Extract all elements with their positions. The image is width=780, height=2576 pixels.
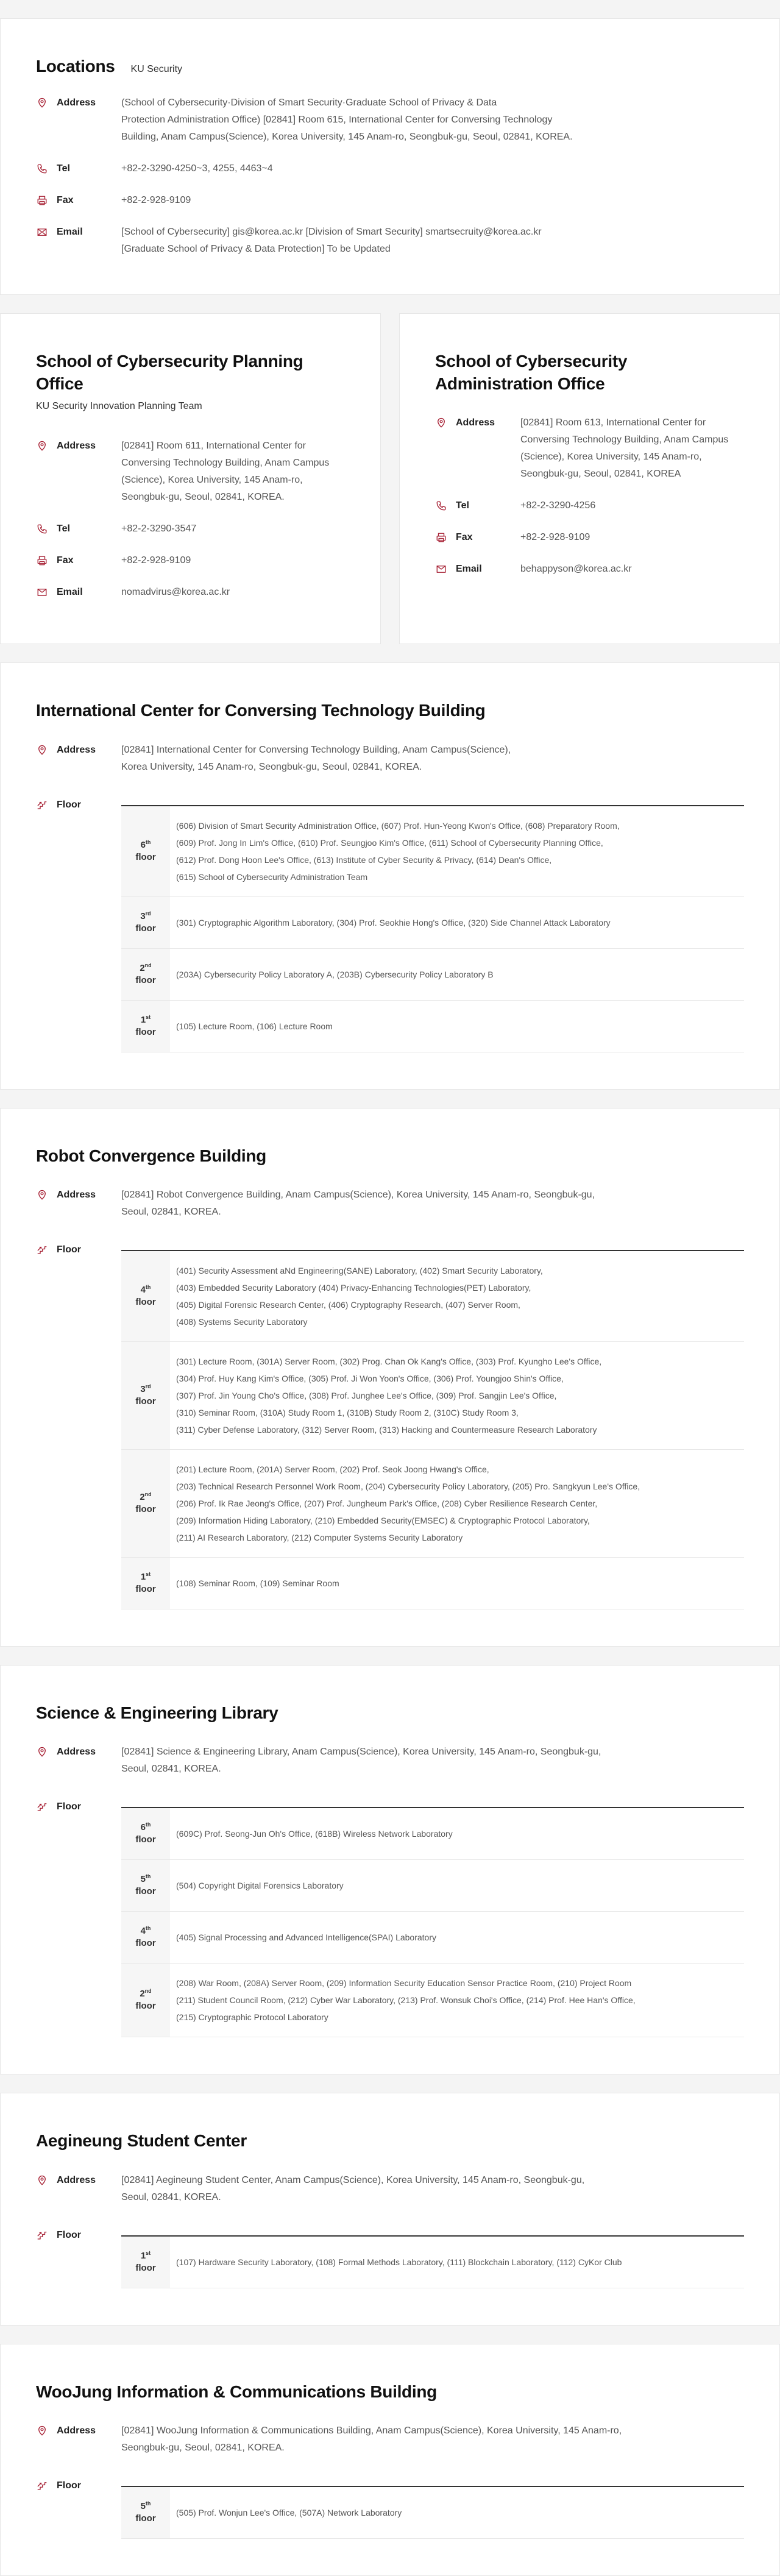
address-line: [02841] Robot Convergence Building, Anam Campus(Science), Korea University, 145 Anam-ro, Seongbuk-gu, bbox=[121, 1189, 595, 1200]
floor-num: 3 bbox=[140, 1383, 146, 1394]
floor-num: 4 bbox=[140, 1926, 146, 1937]
address-row bbox=[435, 414, 744, 483]
stairs-icon bbox=[36, 2480, 48, 2492]
floor-rooms bbox=[170, 806, 620, 896]
floor-word: floor bbox=[135, 1396, 156, 1407]
floor-label: Floor bbox=[57, 2229, 81, 2240]
floor-number bbox=[121, 1558, 170, 1609]
email-label: Email bbox=[57, 227, 83, 238]
room-line: (301) Cryptographic Algorithm Laboratory, (304) Prof. Seokhie Hong's Office, (320) Side Channel Attack Laboratory bbox=[176, 917, 611, 928]
address-line: [02841] Room 611, International Center for bbox=[121, 441, 306, 452]
floor-word: floor bbox=[135, 851, 156, 862]
tel-row bbox=[36, 520, 345, 538]
address-row bbox=[36, 2172, 744, 2206]
address-value bbox=[121, 1187, 744, 1221]
map-pin-icon bbox=[36, 2174, 48, 2187]
floor-number bbox=[121, 2487, 170, 2538]
stairs-icon bbox=[36, 1244, 48, 1256]
floor-word: floor bbox=[135, 2001, 156, 2012]
room-line: (606) Division of Smart Security Administration Office, (607) Prof. Hun-Yeong Kwon's Office, (608) Preparatory Room, bbox=[176, 820, 620, 831]
floor-table-row bbox=[121, 2237, 744, 2288]
address-line: Seoul, 02841, KOREA. bbox=[121, 2191, 221, 2202]
room-line: (304) Prof. Huy Kang Kim's Office, (305) Prof. Ji Won Yoon's Office, (306) Prof. Youngjoo Shin's Office, bbox=[176, 1373, 564, 1383]
phone-icon bbox=[435, 500, 447, 512]
room-line: (505) Prof. Wonjun Lee's Office, (507A) Network Laboratory bbox=[176, 2508, 402, 2518]
address-line: (School of Cybersecurity·Division of Smart Security·Graduate School of Privacy & Data bbox=[121, 98, 497, 108]
room-line: (206) Prof. Ik Rae Jeong's Office, (207) Prof. Jungheum Park's Office, (208) Cyber Resilience Research Center, bbox=[176, 1498, 598, 1508]
address-line: Conversing Technology Building, Anam Campus bbox=[520, 435, 729, 445]
fax-row bbox=[36, 192, 744, 209]
page-subtitle: KU Security bbox=[130, 64, 183, 74]
room-line: (612) Prof. Dong Hoon Lee's Office, (613) Institute of Cyber Security & Privacy, (614) Dean's Office, bbox=[176, 854, 552, 865]
admin-office-title bbox=[435, 350, 744, 395]
floor-ordinal: rd bbox=[145, 910, 151, 917]
admin-office-title-line: School of Cybersecurity bbox=[435, 352, 628, 371]
email-row bbox=[36, 584, 345, 601]
fax-value: +82-2-928-9109 bbox=[121, 555, 191, 566]
fax-row bbox=[36, 552, 345, 569]
address-value bbox=[121, 94, 744, 146]
room-line: (301) Lecture Room, (301A) Server Room, (302) Prog. Chan Ok Kang's Office, (303) Prof. Kyungho Lee's Office, bbox=[176, 1356, 602, 1366]
address-line: (Science), Korea University, 145 Anam-ro, bbox=[520, 452, 702, 463]
building-title: WooJung Information & Communications Building bbox=[36, 2382, 437, 2401]
floor-rooms bbox=[170, 1342, 601, 1449]
floor-rooms bbox=[170, 1558, 339, 1609]
floor-row bbox=[36, 2227, 744, 2288]
floor-table bbox=[121, 805, 744, 1052]
stairs-icon bbox=[36, 799, 48, 811]
address-line: Conversing Technology Building, Anam Campus bbox=[121, 458, 330, 469]
floor-word: floor bbox=[135, 1026, 156, 1037]
floor-num: 5 bbox=[140, 2501, 146, 2512]
email-row bbox=[435, 561, 744, 578]
floor-ordinal: nd bbox=[144, 1491, 152, 1497]
room-line: (307) Prof. Jin Young Cho's Office, (308) Prof. Junghee Lee's Office, (309) Prof. Sangjin Lee's Office, bbox=[176, 1390, 557, 1400]
address-label: Address bbox=[57, 2425, 96, 2436]
floor-table-row bbox=[121, 1342, 744, 1450]
building-title: Aegineung Student Center bbox=[36, 2131, 247, 2151]
building-card bbox=[0, 2344, 780, 2576]
fax-icon bbox=[435, 531, 447, 544]
tel-row bbox=[36, 160, 744, 177]
floor-rooms bbox=[170, 1964, 636, 2037]
fax-row bbox=[435, 529, 744, 546]
floor-number bbox=[121, 1450, 170, 1557]
address-value bbox=[121, 2172, 744, 2206]
building-card bbox=[0, 1665, 780, 2074]
room-line: (403) Embedded Security Laboratory (404) Privacy-Enhancing Technologies(PET) Laboratory, bbox=[176, 1282, 531, 1293]
floor-ordinal: rd bbox=[145, 1383, 151, 1389]
floor-table-row bbox=[121, 897, 744, 949]
floor-rooms bbox=[170, 1251, 543, 1341]
stairs-icon bbox=[36, 1801, 48, 1813]
floor-table bbox=[121, 1250, 744, 1609]
room-line: (609) Prof. Jong In Lim's Office, (610) Prof. Seungjoo Kim's Office, (611) School of Cybersecurity Planning Office, bbox=[176, 837, 603, 848]
floor-number bbox=[121, 1342, 170, 1449]
floor-number bbox=[121, 1964, 170, 2037]
fax-icon bbox=[36, 194, 48, 207]
address-row bbox=[36, 1187, 744, 1221]
address-row bbox=[36, 438, 345, 506]
floor-word: floor bbox=[135, 1834, 156, 1845]
address-line: Korea University, 145 Anam-ro, Seongbuk-gu, Seoul, 02841, KOREA. bbox=[121, 761, 422, 772]
floor-label: Floor bbox=[57, 799, 81, 810]
floor-num: 1 bbox=[140, 1571, 146, 1582]
address-line: Seoul, 02841, KOREA. bbox=[121, 1764, 221, 1775]
floor-word: floor bbox=[135, 2262, 156, 2273]
room-line: (203) Technical Research Personnel Work Room, (204) Cybersecurity Policy Laboratory, (205) Pro. Sangkyun Lee's Office, bbox=[176, 1481, 640, 1491]
floor-ordinal: th bbox=[145, 839, 151, 845]
floor-rooms bbox=[170, 897, 611, 948]
building-card bbox=[0, 662, 780, 1089]
floor-table bbox=[121, 2486, 744, 2539]
address-line: [02841] Aegineung Student Center, Anam Campus(Science), Korea University, 145 Anam-ro, Seongbuk-gu, bbox=[121, 2174, 585, 2185]
map-pin-icon bbox=[36, 97, 48, 109]
building-card bbox=[0, 1108, 780, 1647]
map-pin-icon bbox=[36, 1189, 48, 1201]
room-line: (203A) Cybersecurity Policy Laboratory A, (203B) Cybersecurity Policy Laboratory B bbox=[176, 969, 494, 979]
floor-ordinal: st bbox=[146, 1570, 151, 1577]
floor-row bbox=[36, 2477, 744, 2539]
floor-word: floor bbox=[135, 2513, 156, 2524]
floor-number bbox=[121, 2237, 170, 2288]
email-line: [Graduate School of Privacy & Data Protection] To be Updated bbox=[121, 244, 391, 255]
room-line: (504) Copyright Digital Forensics Laboratory bbox=[176, 1881, 344, 1891]
floor-table-row bbox=[121, 1860, 744, 1912]
address-label: Address bbox=[57, 2174, 96, 2185]
floor-ordinal: th bbox=[145, 1283, 151, 1290]
floor-rooms bbox=[170, 2487, 402, 2538]
floor-table-row bbox=[121, 2487, 744, 2539]
planning-office-title: School of Cybersecurity Planning Office bbox=[36, 352, 303, 393]
floor-table-row bbox=[121, 1912, 744, 1964]
floor-table-row bbox=[121, 949, 744, 1001]
tel-row bbox=[435, 497, 744, 514]
fax-value: +82-2-928-9109 bbox=[520, 532, 590, 543]
admin-office-title-line: Administration Office bbox=[435, 374, 605, 393]
stairs-icon bbox=[36, 2229, 48, 2241]
floor-num: 1 bbox=[140, 2250, 146, 2261]
room-line: (405) Digital Forensic Research Center, (406) Cryptography Research, (407) Server Room, bbox=[176, 1299, 520, 1310]
floor-number bbox=[121, 1001, 170, 1052]
floor-rooms bbox=[170, 949, 494, 1000]
floor-ordinal: th bbox=[145, 1873, 151, 1880]
fax-icon bbox=[36, 555, 48, 567]
address-label: Address bbox=[57, 1189, 96, 1200]
floor-number bbox=[121, 1808, 170, 1859]
floor-num: 4 bbox=[140, 1284, 146, 1295]
address-line: [02841] International Center for Conversing Technology Building, Anam Campus(Science), bbox=[121, 744, 511, 755]
floor-num: 6 bbox=[140, 1822, 146, 1833]
address-line: Seongbuk-gu, Seoul, 02841, KOREA bbox=[520, 469, 681, 480]
room-line: (311) Cyber Defense Laboratory, (312) Server Room, (313) Hacking and Countermeasure Research Laboratory bbox=[176, 1424, 597, 1435]
address-row bbox=[36, 94, 744, 146]
email-value[interactable] bbox=[121, 224, 744, 258]
address-line: Protection Administration Office) [02841] Room 615, International Center for Conversing Technology bbox=[121, 115, 553, 126]
floor-num: 3 bbox=[140, 910, 146, 921]
address-value bbox=[121, 438, 345, 506]
admin-office-card bbox=[399, 313, 780, 644]
floor-table-row bbox=[121, 806, 744, 897]
page-title: Locations bbox=[36, 57, 115, 76]
room-line: (211) AI Research Laboratory, (212) Computer Systems Security Laboratory bbox=[176, 1532, 463, 1542]
map-pin-icon bbox=[36, 1746, 48, 1758]
tel-value[interactable]: +82-2-3290-4250~3, 4255, 4463~4 bbox=[121, 163, 273, 174]
floor-number bbox=[121, 949, 170, 1000]
floor-rooms bbox=[170, 1001, 333, 1052]
fax-label: Fax bbox=[57, 555, 74, 566]
tel-label: Tel bbox=[57, 523, 70, 534]
room-line: (408) Systems Security Laboratory bbox=[176, 1316, 308, 1327]
floor-num: 6 bbox=[140, 839, 146, 850]
floor-rooms bbox=[170, 1450, 640, 1557]
map-pin-icon bbox=[36, 744, 48, 756]
map-pin-icon bbox=[435, 417, 447, 429]
floor-row bbox=[36, 797, 744, 1052]
building-title: International Center for Conversing Technology Building bbox=[36, 701, 486, 720]
mail-icon bbox=[36, 586, 48, 598]
floor-num: 2 bbox=[140, 1491, 145, 1502]
floor-table-row bbox=[121, 1558, 744, 1609]
floor-rooms bbox=[170, 1860, 344, 1911]
floor-label: Floor bbox=[57, 2480, 81, 2491]
address-line: Building, Anam Campus(Science), Korea University, 145 Anam-ro, Seongbuk-gu, Seoul, 02841, KOREA. bbox=[121, 132, 573, 143]
phone-icon bbox=[36, 163, 48, 175]
floor-row bbox=[36, 1241, 744, 1609]
tel-label: Tel bbox=[456, 500, 469, 511]
floor-num: 2 bbox=[140, 962, 145, 973]
floor-table bbox=[121, 1807, 744, 2037]
map-pin-icon bbox=[36, 2425, 48, 2437]
email-line[interactable]: [School of Cybersecurity] gis@korea.ac.kr [Division of Smart Security] smartsecruity@korea.ac.kr bbox=[121, 227, 542, 238]
floor-table-row bbox=[121, 1001, 744, 1052]
floor-ordinal: th bbox=[145, 1925, 151, 1932]
room-line: (108) Seminar Room, (109) Seminar Room bbox=[176, 1578, 339, 1588]
address-label: Address bbox=[57, 441, 96, 452]
floor-word: floor bbox=[135, 1938, 156, 1949]
floor-ordinal: nd bbox=[144, 1988, 152, 1995]
address-row bbox=[36, 1744, 744, 1778]
floor-ordinal: th bbox=[145, 2500, 151, 2507]
email-value[interactable]: nomadvirus@korea.ac.kr bbox=[121, 587, 230, 598]
address-label: Address bbox=[456, 417, 495, 428]
address-line: Seongbuk-gu, Seoul, 02841, KOREA. bbox=[121, 2443, 285, 2454]
floor-table bbox=[121, 2235, 744, 2288]
phone-icon bbox=[36, 523, 48, 535]
fax-label: Fax bbox=[57, 195, 74, 206]
room-line: (208) War Room, (208A) Server Room, (209) Information Security Education Sensor Practice Room, (210) Project Room bbox=[176, 1978, 632, 1989]
tel-value[interactable]: +82-2-3290-4256 bbox=[520, 500, 596, 511]
floor-word: floor bbox=[135, 923, 156, 934]
floor-rooms bbox=[170, 2237, 622, 2288]
address-line: [02841] Science & Engineering Library, Anam Campus(Science), Korea University, 145 Anam-ro, Seongbuk-gu, bbox=[121, 1747, 601, 1758]
room-line: (615) School of Cybersecurity Administration Team bbox=[176, 871, 368, 882]
room-line: (401) Security Assessment aNd Engineering(SANE) Laboratory, (402) Smart Security Laboratory, bbox=[176, 1265, 543, 1276]
floor-word: floor bbox=[135, 1296, 156, 1307]
address-line: Seongbuk-gu, Seoul, 02841, KOREA. bbox=[121, 492, 285, 503]
address-value bbox=[121, 2422, 744, 2457]
room-line: (211) Student Council Room, (212) Cyber War Laboratory, (213) Prof. Wonsuk Choi's Office, (214) Prof. Hee Han's Office, bbox=[176, 1995, 636, 2006]
floor-number bbox=[121, 897, 170, 948]
floor-word: floor bbox=[135, 974, 156, 985]
address-label: Address bbox=[57, 1747, 96, 1758]
floor-num: 2 bbox=[140, 1989, 145, 1999]
address-label: Address bbox=[57, 98, 96, 108]
floor-num: 1 bbox=[140, 1014, 146, 1025]
address-value bbox=[520, 414, 744, 483]
floor-rooms bbox=[170, 1808, 453, 1859]
tel-value[interactable]: +82-2-3290-3547 bbox=[121, 523, 197, 534]
floor-table-row bbox=[121, 1964, 744, 2037]
floor-rooms bbox=[170, 1912, 436, 1963]
address-value bbox=[121, 1744, 744, 1778]
buildings-list bbox=[0, 644, 780, 2576]
mail-icon bbox=[36, 226, 48, 238]
floor-ordinal: st bbox=[146, 1013, 151, 1020]
building-title: Science & Engineering Library bbox=[36, 1703, 278, 1722]
building-card bbox=[0, 2093, 780, 2325]
room-line: (215) Cryptographic Protocol Laboratory bbox=[176, 2012, 328, 2023]
room-line: (609C) Prof. Seong-Jun Oh's Office, (618B) Wireless Network Laboratory bbox=[176, 1829, 453, 1839]
address-value bbox=[121, 742, 744, 776]
floor-table-row bbox=[121, 1450, 744, 1558]
address-line: (Science), Korea University, 145 Anam-ro, bbox=[121, 475, 303, 486]
room-line: (105) Lecture Room, (106) Lecture Room bbox=[176, 1021, 333, 1031]
address-line: Seoul, 02841, KOREA. bbox=[121, 1206, 221, 1217]
floor-word: floor bbox=[135, 1503, 156, 1514]
address-line: [02841] WooJung Information & Communications Building, Anam Campus(Science), Korea University, 145 Anam-ro, bbox=[121, 2425, 622, 2436]
floor-number bbox=[121, 1251, 170, 1341]
floor-table-row bbox=[121, 1251, 744, 1342]
email-value[interactable]: behappyson@korea.ac.kr bbox=[520, 564, 632, 575]
floor-label: Floor bbox=[57, 1801, 81, 1812]
floor-word: floor bbox=[135, 1583, 156, 1594]
floor-number bbox=[121, 1912, 170, 1963]
room-line: (405) Signal Processing and Advanced Intelligence(SPAI) Laboratory bbox=[176, 1932, 436, 1943]
floor-ordinal: th bbox=[145, 1822, 151, 1828]
email-row bbox=[36, 224, 744, 258]
fax-label: Fax bbox=[456, 532, 473, 543]
floor-ordinal: st bbox=[146, 2249, 151, 2256]
mail-icon bbox=[435, 563, 447, 575]
building-title: Robot Convergence Building bbox=[36, 1146, 266, 1165]
planning-office-subtitle: KU Security Innovation Planning Team bbox=[36, 401, 202, 412]
tel-label: Tel bbox=[57, 163, 70, 174]
room-line: (107) Hardware Security Laboratory, (108) Formal Methods Laboratory, (111) Blockchain Laboratory, (112) CyKor Club bbox=[176, 2257, 622, 2267]
fax-value: +82-2-928-9109 bbox=[121, 195, 191, 206]
room-line: (209) Information Hiding Laboratory, (210) Embedded Security(EMSEC) & Cryptographic Protocol Laboratory, bbox=[176, 1515, 590, 1525]
address-label: Address bbox=[57, 744, 96, 755]
locations-card bbox=[0, 18, 780, 295]
floor-ordinal: nd bbox=[144, 962, 152, 968]
room-line: (310) Seminar Room, (310A) Study Room 1, (310B) Study Room 2, (310C) Study Room 3, bbox=[176, 1407, 519, 1418]
planning-office-card bbox=[0, 313, 381, 644]
floor-table-row bbox=[121, 1808, 744, 1860]
email-label: Email bbox=[57, 587, 83, 598]
floor-label: Floor bbox=[57, 1244, 81, 1255]
floor-number bbox=[121, 1860, 170, 1911]
room-line: (201) Lecture Room, (201A) Server Room, (202) Prof. Seok Joong Hwang's Office, bbox=[176, 1464, 489, 1474]
map-pin-icon bbox=[36, 440, 48, 452]
address-row bbox=[36, 2422, 744, 2457]
floor-row bbox=[36, 1798, 744, 2037]
floor-number bbox=[121, 806, 170, 896]
floor-word: floor bbox=[135, 1886, 156, 1897]
email-label: Email bbox=[456, 564, 482, 575]
floor-num: 5 bbox=[140, 1874, 146, 1885]
address-line: [02841] Room 613, International Center for bbox=[520, 417, 706, 428]
address-row bbox=[36, 742, 744, 776]
